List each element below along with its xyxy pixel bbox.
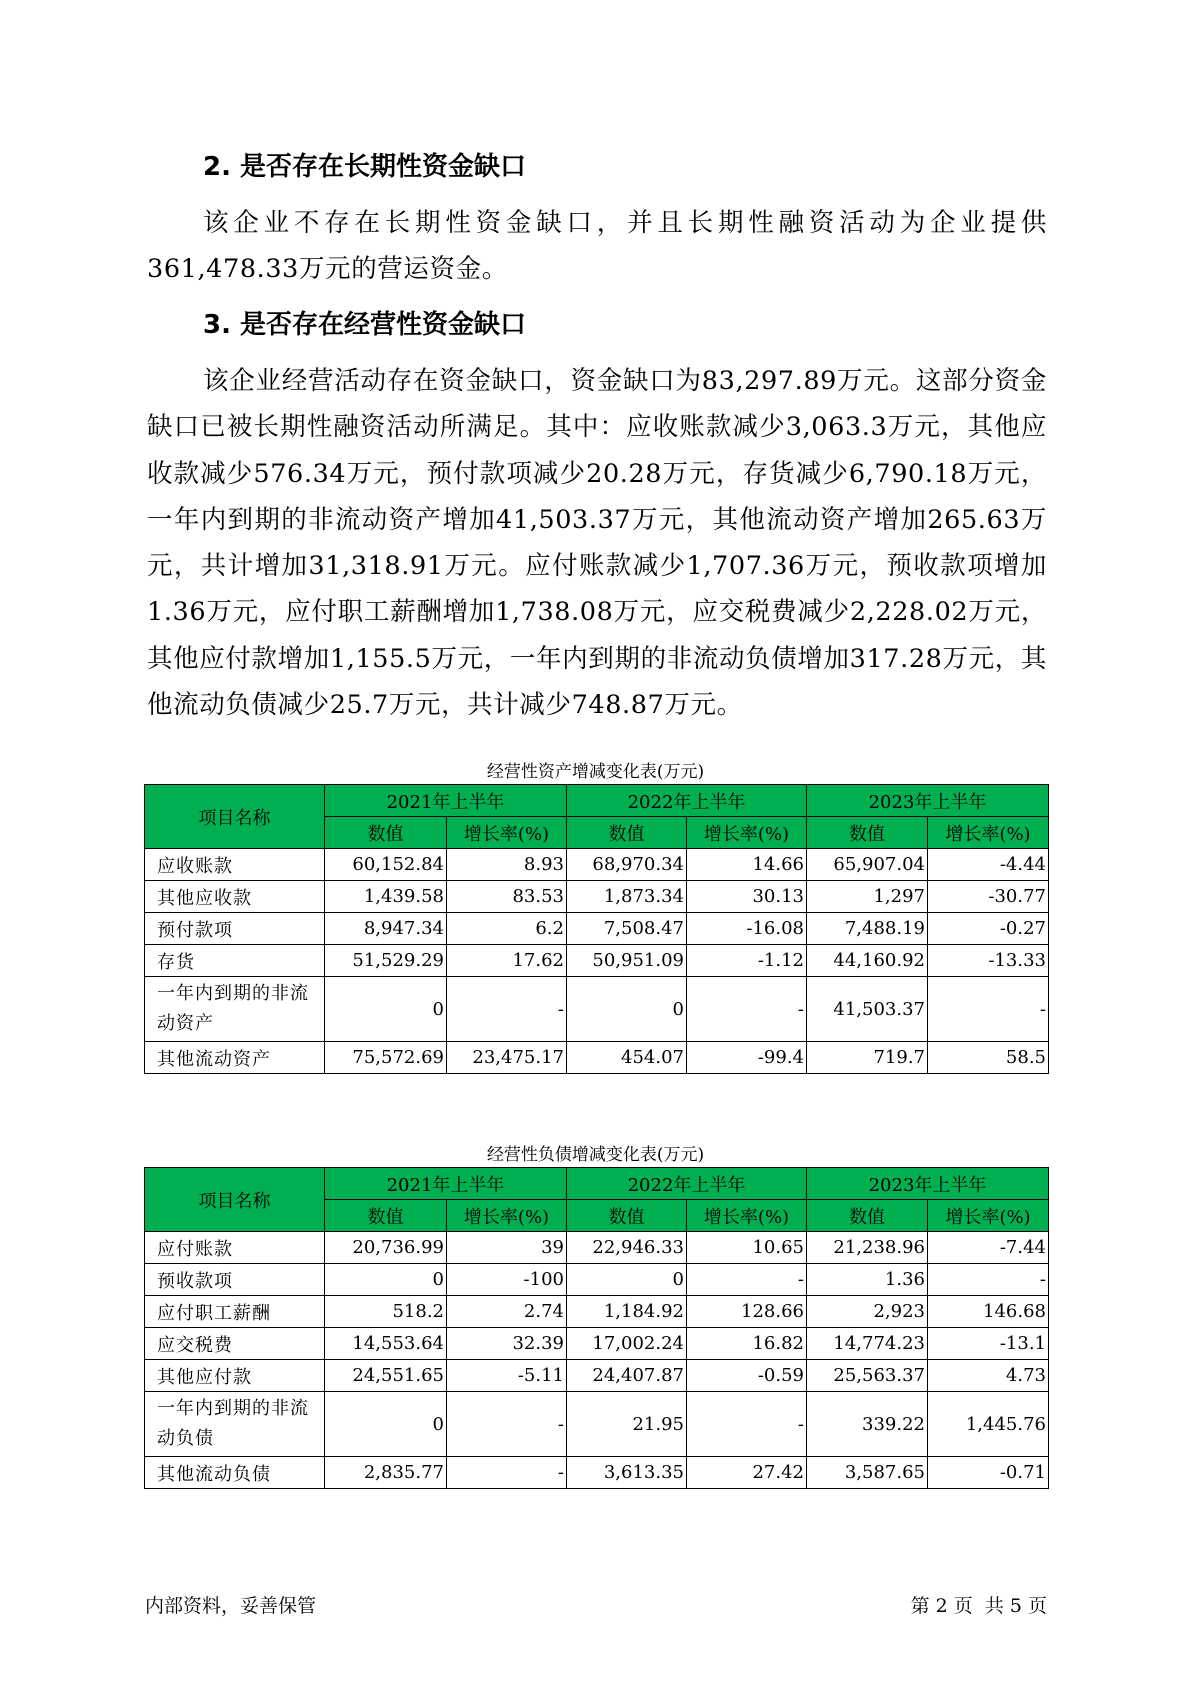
cell-value: 8,947.34 (325, 913, 447, 945)
row-item-name: 应交税费 (145, 1328, 325, 1360)
section-heading-2: 2. 是否存在长期性资金缺口 (203, 152, 527, 182)
cell-growth-rate: -1.12 (687, 945, 807, 977)
cell-growth-rate: -100 (447, 1264, 567, 1296)
cell-growth-rate: -4.44 (928, 849, 1049, 881)
cell-value: 68,970.34 (567, 849, 687, 881)
table-row (145, 1232, 1049, 1264)
cell-growth-rate: -13.1 (928, 1328, 1049, 1360)
asset-table-caption: 经营性资产增减变化表(万元) (486, 762, 705, 782)
table-row (145, 1296, 1049, 1328)
cell-growth-rate: 10.65 (687, 1232, 807, 1264)
cell-growth-rate: 23,475.17 (447, 1042, 567, 1074)
row-item-name: 应收账款 (145, 849, 325, 881)
cell-value: 0 (325, 977, 447, 1042)
cell-growth-rate: - (928, 977, 1049, 1042)
cell-growth-rate: -0.71 (928, 1457, 1049, 1489)
cell-value: 0 (325, 1392, 447, 1457)
liability-table-caption: 经营性负债增减变化表(万元) (486, 1145, 705, 1165)
cell-value: 25,563.37 (807, 1360, 928, 1392)
cell-value: 7,508.47 (567, 913, 687, 945)
cell-growth-rate: - (687, 1392, 807, 1457)
cell-value: 518.2 (325, 1296, 447, 1328)
cell-value: 719.7 (807, 1042, 928, 1074)
row-item-name: 其他流动负债 (145, 1457, 325, 1489)
cell-growth-rate: - (447, 1457, 567, 1489)
cell-growth-rate: 30.13 (687, 881, 807, 913)
table-row (145, 1042, 1049, 1074)
cell-value: 44,160.92 (807, 945, 928, 977)
cell-value: 1,873.34 (567, 881, 687, 913)
cell-value: 1,184.92 (567, 1296, 687, 1328)
cell-value: 3,613.35 (567, 1457, 687, 1489)
cell-growth-rate: -30.77 (928, 881, 1049, 913)
cell-value: 14,774.23 (807, 1328, 928, 1360)
row-item-name: 一年内到期的非流动资产 (145, 977, 325, 1042)
row-item-name: 预收款项 (145, 1264, 325, 1296)
cell-value: 51,529.29 (325, 945, 447, 977)
table-header-row (145, 1168, 1049, 1200)
table-row (145, 881, 1049, 913)
row-item-name: 应付账款 (145, 1232, 325, 1264)
cell-growth-rate: 4.73 (928, 1360, 1049, 1392)
header-growth-rate: 增长率(%) (928, 1200, 1049, 1232)
cell-value: 21,238.96 (807, 1232, 928, 1264)
cell-growth-rate: -13.33 (928, 945, 1049, 977)
table-row (145, 1392, 1049, 1457)
cell-growth-rate: - (687, 977, 807, 1042)
header-growth-rate: 增长率(%) (928, 817, 1049, 849)
table-row (145, 1457, 1049, 1489)
header-period: 2022年上半年 (567, 785, 807, 817)
section-heading-3: 3. 是否存在经营性资金缺口 (203, 310, 527, 340)
cell-growth-rate: 83.53 (447, 881, 567, 913)
cell-value: 20,736.99 (325, 1232, 447, 1264)
cell-value: 21.95 (567, 1392, 687, 1457)
cell-growth-rate: - (447, 1392, 567, 1457)
cell-growth-rate: -7.44 (928, 1232, 1049, 1264)
row-item-name: 存货 (145, 945, 325, 977)
cell-value: 50,951.09 (567, 945, 687, 977)
cell-growth-rate: 2.74 (447, 1296, 567, 1328)
header-item-name: 项目名称 (145, 1168, 325, 1232)
cell-growth-rate: -99.4 (687, 1042, 807, 1074)
header-period: 2022年上半年 (567, 1168, 807, 1200)
table-row (145, 913, 1049, 945)
cell-value: 65,907.04 (807, 849, 928, 881)
cell-value: 3,587.65 (807, 1457, 928, 1489)
cell-value: 22,946.33 (567, 1232, 687, 1264)
cell-value: 2,835.77 (325, 1457, 447, 1489)
cell-value: 7,488.19 (807, 913, 928, 945)
header-growth-rate: 增长率(%) (447, 1200, 567, 1232)
cell-growth-rate: -16.08 (687, 913, 807, 945)
section-body-3: 该企业经营活动存在资金缺口，资金缺口为83,297.89万元。这部分资金缺口已被长期性融资活动所满足。其中：应收账款减少3,063.3万元，其他应收款减少576.34万元，预付款项减少20.28万元，存货减少6,790.18万元，一年内到期的非流动资产增加41,503.37万元，其他流动资产增加265.63万元，共计增加31,318.91万元。应付账款减少1,707.36万元，预收款项增加1.36万元，应付职工薪酬增加1,738.08万元，应交税费减少2,228.02万元，其他应付款增加1,155.5万元，一年内到期的非流动负债增加317.28万元，其他流动负债减少25.7万元，共计减少748.87万元。 (147, 366, 1047, 721)
cell-value: 0 (567, 977, 687, 1042)
header-value: 数值 (567, 1200, 687, 1232)
liability-change-table (144, 1167, 1049, 1489)
cell-growth-rate: 1,445.76 (928, 1392, 1049, 1457)
cell-growth-rate: 146.68 (928, 1296, 1049, 1328)
cell-value: 339.22 (807, 1392, 928, 1457)
header-period: 2023年上半年 (807, 1168, 1049, 1200)
cell-value: 1,439.58 (325, 881, 447, 913)
cell-growth-rate: 8.93 (447, 849, 567, 881)
row-item-name: 其他应收款 (145, 881, 325, 913)
row-item-name: 其他流动资产 (145, 1042, 325, 1074)
cell-growth-rate: 39 (447, 1232, 567, 1264)
row-item-name: 一年内到期的非流动负债 (145, 1392, 325, 1457)
row-item-name: 预付款项 (145, 913, 325, 945)
cell-growth-rate: -5.11 (447, 1360, 567, 1392)
table-row (145, 1264, 1049, 1296)
cell-value: 454.07 (567, 1042, 687, 1074)
cell-growth-rate: - (447, 977, 567, 1042)
cell-growth-rate: 6.2 (447, 913, 567, 945)
cell-value: 41,503.37 (807, 977, 928, 1042)
cell-growth-rate: -0.59 (687, 1360, 807, 1392)
cell-value: 0 (567, 1264, 687, 1296)
row-item-name: 应付职工薪酬 (145, 1296, 325, 1328)
cell-value: 60,152.84 (325, 849, 447, 881)
cell-growth-rate: 58.5 (928, 1042, 1049, 1074)
cell-growth-rate: -0.27 (928, 913, 1049, 945)
cell-value: 75,572.69 (325, 1042, 447, 1074)
header-growth-rate: 增长率(%) (447, 817, 567, 849)
asset-change-table (144, 784, 1049, 1074)
table-row (145, 849, 1049, 881)
section-body-2: 该企业不存在长期性资金缺口，并且长期性融资活动为企业提供361,478.33万元的营运资金。 (147, 208, 1047, 285)
header-growth-rate: 增长率(%) (687, 1200, 807, 1232)
header-value: 数值 (807, 1200, 928, 1232)
footer-page-number: 第 2 页 共 5 页 (910, 1595, 1047, 1617)
cell-growth-rate: 32.39 (447, 1328, 567, 1360)
cell-value: 24,551.65 (325, 1360, 447, 1392)
header-value: 数值 (567, 817, 687, 849)
cell-growth-rate: 27.42 (687, 1457, 807, 1489)
cell-value: 24,407.87 (567, 1360, 687, 1392)
cell-growth-rate: 17.62 (447, 945, 567, 977)
header-value: 数值 (807, 817, 928, 849)
cell-growth-rate: - (687, 1264, 807, 1296)
cell-value: 14,553.64 (325, 1328, 447, 1360)
cell-growth-rate: 16.82 (687, 1328, 807, 1360)
cell-value: 0 (325, 1264, 447, 1296)
header-period: 2023年上半年 (807, 785, 1049, 817)
cell-value: 2,923 (807, 1296, 928, 1328)
cell-growth-rate: 128.66 (687, 1296, 807, 1328)
table-row (145, 945, 1049, 977)
header-value: 数值 (325, 817, 447, 849)
header-value: 数值 (325, 1200, 447, 1232)
header-item-name: 项目名称 (145, 785, 325, 849)
cell-value: 17,002.24 (567, 1328, 687, 1360)
cell-growth-rate: - (928, 1264, 1049, 1296)
header-period: 2021年上半年 (325, 785, 567, 817)
table-row (145, 1328, 1049, 1360)
cell-value: 1.36 (807, 1264, 928, 1296)
table-row (145, 1360, 1049, 1392)
cell-growth-rate: 14.66 (687, 849, 807, 881)
header-period: 2021年上半年 (325, 1168, 567, 1200)
footer-confidential-note: 内部资料，妥善保管 (145, 1595, 317, 1617)
row-item-name: 其他应付款 (145, 1360, 325, 1392)
table-row (145, 977, 1049, 1042)
table-header-row (145, 785, 1049, 817)
header-growth-rate: 增长率(%) (687, 817, 807, 849)
cell-value: 1,297 (807, 881, 928, 913)
